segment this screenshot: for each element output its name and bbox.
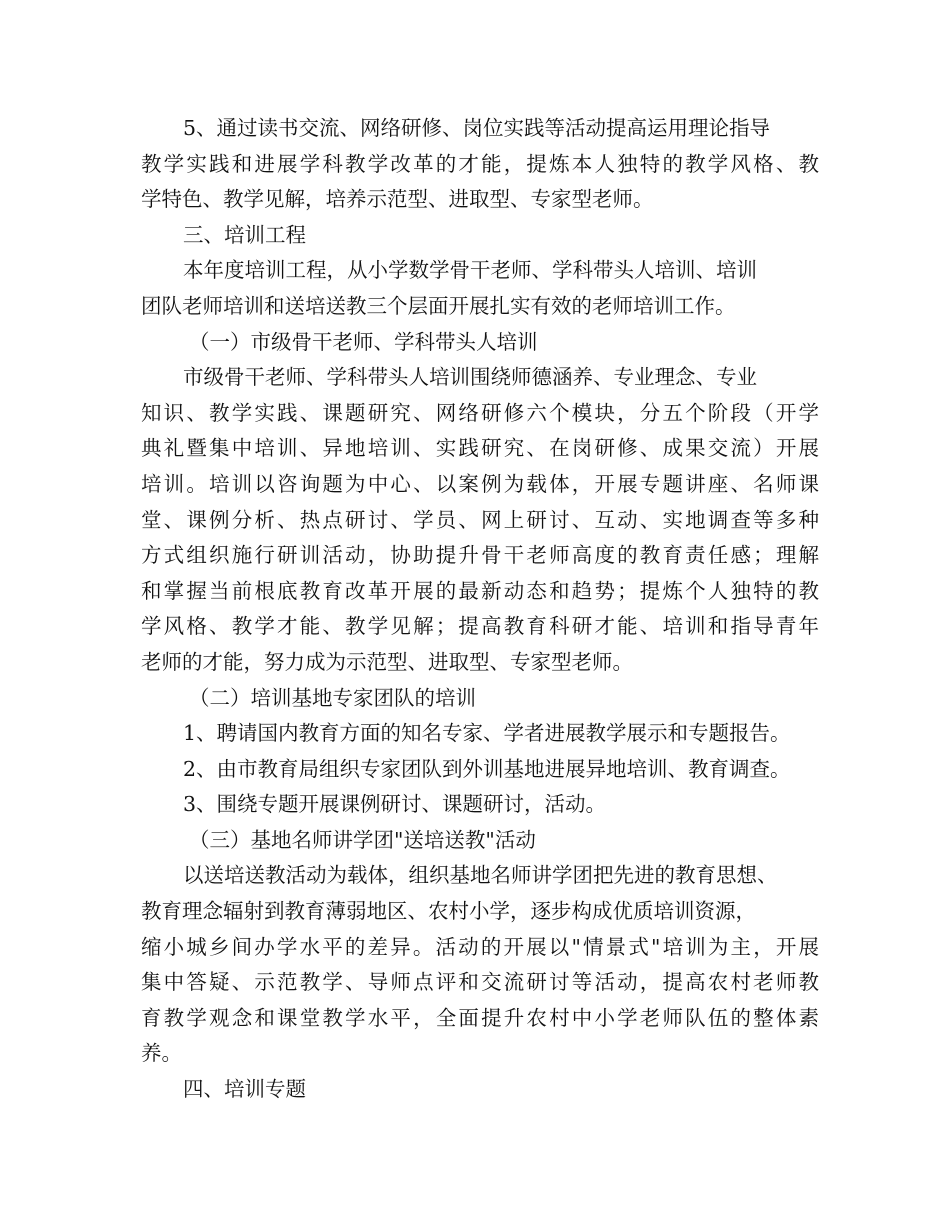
paragraph-line: 5、通过读书交流、网络研修、岗位实践等活动提高运用理论指导: [183, 116, 771, 140]
paragraph-line: 以送培送教活动为载体，组织基地名师讲学团把先进的教育思想、: [183, 863, 778, 888]
paragraph-line: 学特色、教学见解，培养示范型、进取型、专家型老师。: [141, 187, 654, 212]
paragraph-line: 教学实践和进展学科教学改革的才能，提炼本人独特的教学风格、教: [141, 151, 819, 176]
paragraph-line: 育教学观念和课堂教学水平，全面提升农村中小学老师队伍的整体素: [141, 1005, 819, 1030]
paragraph-line: 培训。培训以咨询题为中心、以案例为载体，开展专题讲座、名师课: [141, 471, 819, 496]
paragraph-line: 团队老师培训和送培送教三个层面开展扎实有效的老师培训工作。: [141, 293, 736, 318]
section-heading: 四、培训专题: [183, 1077, 306, 1102]
subsection-heading: （三）基地名师讲学团"送培送教"活动: [189, 827, 536, 852]
paragraph-line: 堂、课例分析、热点研讨、学员、网上研讨、互动、实地调查等多种: [141, 507, 819, 532]
paragraph-line: 养。: [141, 1041, 182, 1066]
paragraph-line: 市级骨干老师、学科带头人培训围绕师德涵养、专业理念、专业: [183, 365, 757, 390]
paragraph-line: 老师的才能，努力成为示范型、进取型、专家型老师。: [141, 649, 633, 674]
paragraph-line: 典礼暨集中培训、异地培训、实践研究、在岗研修、成果交流）开展: [141, 436, 819, 461]
document-body: [141, 111, 819, 1108]
paragraph-line: 知识、教学实践、课题研究、网络研修六个模块，分五个阶段（开学: [141, 400, 819, 425]
paragraph-line: 缩小城乡间办学水平的差异。活动的开展以"情景式"培训为主，开展: [141, 934, 819, 959]
subsection-heading: （一）市级骨干老师、学科带头人培训: [189, 329, 538, 354]
subsection-heading: （二）培训基地专家团队的培训: [189, 685, 476, 710]
paragraph-line: 本年度培训工程，从小学数学骨干老师、学科带头人培训、培训: [183, 258, 757, 283]
paragraph-line: 学风格、教学才能、教学见解；提高教育科研才能、培训和指导青年: [141, 614, 819, 639]
list-item: 1、聘请国内教育方面的知名专家、学者进展教学展示和专题报告。: [183, 721, 791, 746]
paragraph-line: 和掌握当前根底教育改革开展的最新动态和趋势；提炼个人独特的教: [141, 578, 819, 603]
section-heading: 三、培训工程: [183, 222, 306, 247]
list-item: 2、由市教育局组织专家团队到外训基地进展异地培训、教育调查。: [183, 756, 791, 781]
paragraph-line: 教育理念辐射到教育薄弱地区、农村小学，逐步构成优质培训资源，: [141, 899, 756, 924]
list-item: 3、围绕专题开展课例研讨、课题研讨，活动。: [183, 792, 607, 817]
paragraph-line: 方式组织施行研训活动，协助提升骨干老师高度的教育责任感；理解: [141, 543, 819, 568]
paragraph-line: 集中答疑、示范教学、导师点评和交流研讨等活动，提高农村老师教: [141, 970, 819, 995]
